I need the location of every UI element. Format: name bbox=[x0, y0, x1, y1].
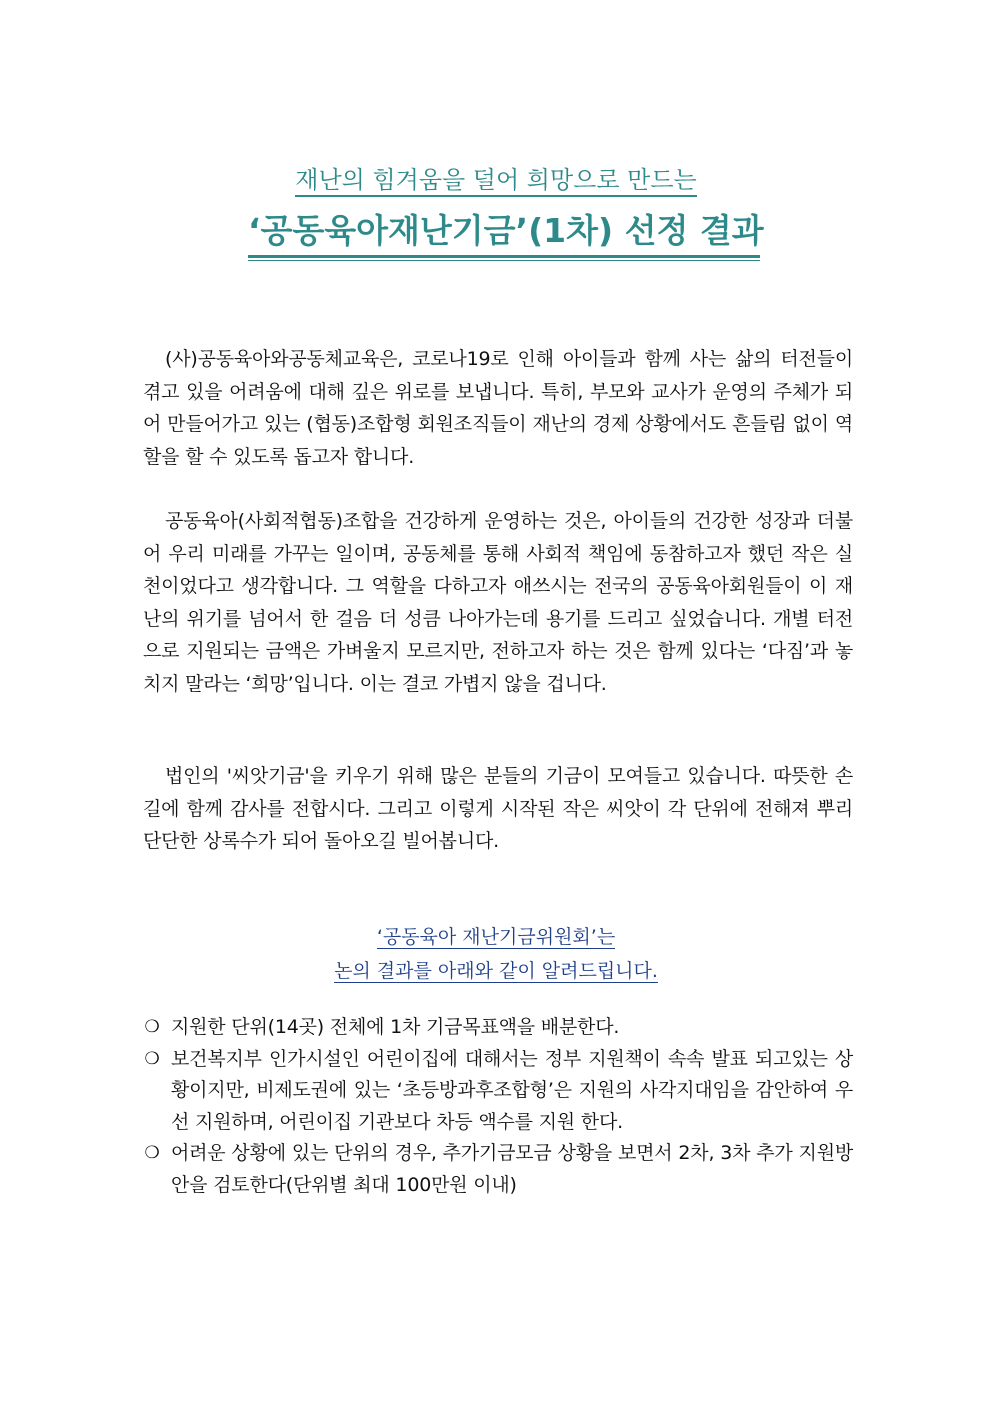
thanks-paragraph: 법인의 '씨앗기금'을 키우기 위해 많은 분들의 기금이 모여들고 있습니다. 따뜻한 손길에 함께 감사를 전합시다. 그리고 이렇게 시작된 작은 씨앗이 각 단위에 전해져 뿌리 단단한 상록수가 되어 돌아오길 빌어봅니다. bbox=[143, 765, 853, 852]
title-underline-thick bbox=[248, 255, 760, 258]
circle-bullet-icon: ❍ bbox=[144, 1048, 160, 1069]
decision-text: 어려운 상황에 있는 단위의 경우, 추가기금모금 상황을 보면서 2차, 3차 추가 지원방안을 검토한다(단위별 최대 100만원 이내) bbox=[171, 1142, 853, 1196]
title-underline-thin bbox=[248, 260, 760, 261]
decision-item bbox=[143, 1138, 853, 1201]
purpose-paragraph: 공동육아(사회적협동)조합을 건강하게 운영하는 것은, 아이들의 건강한 성장과 더불어 우리 미래를 가꾸는 일이며, 공동체를 통해 사회적 책임에 동참하고자 했던 작은 실천이었다고 생각합니다. 그 역할을 다하고자 애쓰시는 전국의 공동육아회원들이 이 재난의 위기를 넘어서 한 걸음 더 성큼 나아가는데 용기를 드리고 싶었습니다. 개별 터전으로 지원되는 금액은 가벼울지 모르지만, 전하고자 하는 것은 함께 있다는 ‘다짐’과 놓치지 말라는 ‘희망’입니다. 이는 결코 가볍지 않을 겁니다. bbox=[143, 510, 853, 695]
decision-item bbox=[143, 1044, 853, 1139]
committee-announcement bbox=[0, 920, 992, 988]
committee-line-1: ‘공동육아 재난기금위원회’는 bbox=[376, 926, 616, 948]
decision-list bbox=[143, 1012, 853, 1201]
circle-bullet-icon: ❍ bbox=[144, 1143, 160, 1163]
intro-paragraph: (사)공동육아와공동체교육은, 코로나19로 인해 아이들과 함께 사는 삶의 터전들이 겪고 있을 어려움에 대해 깊은 위로를 보냅니다. 특히, 부모와 교사가 운영의 주체가 되어 만들어가고 있는 (협동)조합형 회원조직들이 재난의 경제 상황에서도 흔들림 없이 역할을 할 수 있도록 돕고자 합니다. bbox=[143, 348, 853, 468]
document-title-block bbox=[248, 208, 764, 261]
document-subtitle bbox=[0, 160, 992, 195]
committee-line-2: 논의 결과를 아래와 같이 알려드립니다. bbox=[334, 960, 658, 982]
decision-text: 보건복지부 인가시설인 어린이집에 대해서는 정부 지원책이 속속 발표 되고있는 상황이지만, 비제도권에 있는 ‘초등방과후조합형’은 지원의 사각지대임을 감안하여 우선 지원하며, 어린이집 기관보다 차등 액수를 지원 한다. bbox=[171, 1047, 853, 1133]
circle-bullet-icon: ❍ bbox=[144, 1017, 160, 1037]
document-title: ‘공동육아재난기금’(1차) 선정 결과 bbox=[248, 211, 764, 250]
subtitle-text: 재난의 힘겨움을 덜어 희망으로 만드는 bbox=[295, 166, 696, 197]
decision-item bbox=[143, 1012, 853, 1044]
decision-text: 지원한 단위(14곳) 전체에 1차 기금목표액을 배분한다. bbox=[171, 1016, 620, 1038]
